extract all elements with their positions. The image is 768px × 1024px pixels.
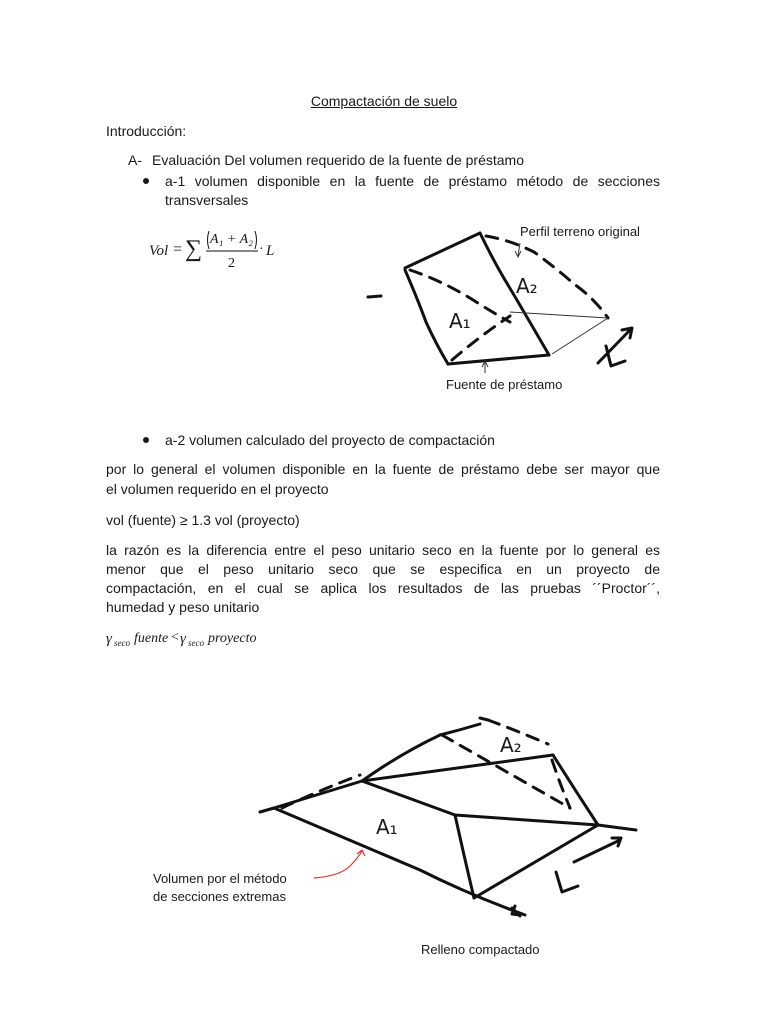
paragraph-2-line2: menor que el peso unitario seco que se especifica en un proyecto de — [106, 561, 660, 577]
formula-lhs: Vol — [149, 243, 169, 259]
paragraph-2-line4: humedad y peso unitario — [106, 599, 260, 615]
gamma-symbol: γ — [180, 631, 186, 647]
paragraph-1-line1: por lo general el volumen disponible en la fuente de préstamo debe ser mayor que — [106, 461, 660, 477]
fill-caption: Relleno compactado — [421, 942, 540, 957]
bullet-a1-line2: transversales — [165, 192, 249, 208]
paragraph-1-line2: el volumen requerido en el proyecto — [106, 481, 329, 497]
callout-line2: de secciones extremas — [153, 889, 286, 904]
relation-right-word: proyecto — [208, 631, 257, 646]
relation-less-than: < — [171, 630, 179, 645]
relation-left-word: fuente — [134, 631, 169, 646]
area-a1-label: A₁ — [449, 309, 471, 333]
area-a2-label: A₂ — [516, 274, 538, 298]
formula-factor: L — [266, 243, 275, 259]
intro-heading: Introducción: — [106, 123, 187, 139]
formula-equals: = — [173, 241, 183, 258]
paragraph-2-line1: la razón es la diferencia entre el peso unitario seco en la fuente por lo general es — [106, 542, 660, 558]
section-a-marker: A- — [128, 152, 142, 168]
paragraph-2-line3: compactación, en el cual se aplica los resultados de las pruebas ´´Proctor´´, — [106, 580, 660, 596]
page-title: Compactación de suelo — [310, 93, 458, 109]
gamma-subscript: seco — [188, 638, 204, 648]
borrow-source-label: Fuente de préstamo — [446, 377, 563, 392]
formula-sum: ∑ — [185, 236, 203, 262]
formula-numerator: A₁ + A₂ — [210, 232, 254, 247]
volume-inequality: vol (fuente) ≥ 1.3 vol (proyecto) — [106, 512, 300, 528]
callout-line1: Volumen por el método — [153, 871, 287, 886]
bullet-a2-text: a-2 volumen calculado del proyecto de compactación — [165, 432, 495, 448]
gamma-symbol: γ — [106, 631, 112, 647]
gamma-subscript: seco — [114, 638, 130, 648]
area-a1-label: A₁ — [376, 815, 398, 839]
formula-times: · — [259, 242, 264, 257]
section-a-text: Evaluación Del volumen requerido de la fuente de préstamo — [152, 152, 525, 168]
bullet-a1-line1: a-1 volumen disponible en la fuente de préstamo método de secciones — [165, 173, 660, 189]
formula-denominator: 2 — [228, 256, 235, 271]
profile-label: Perfil terreno original — [520, 224, 640, 239]
area-a2-label: A₂ — [500, 733, 522, 757]
